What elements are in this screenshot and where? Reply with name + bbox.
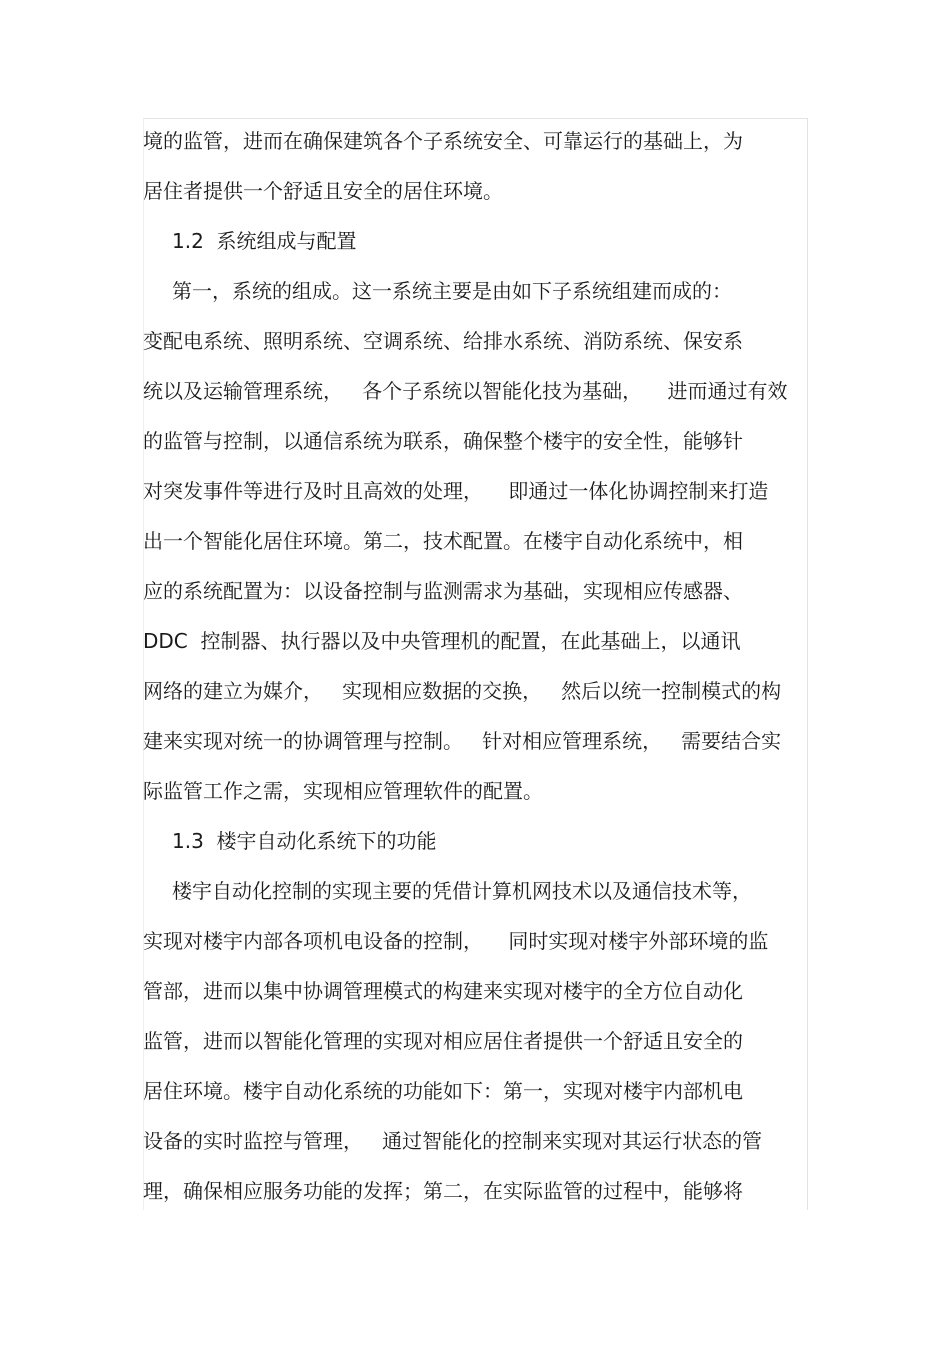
text-line: 建来实现对统一的协调管理与控制。 针对相应管理系统， 需要结合实 [143, 729, 782, 753]
text-line: 际监管工作之需，实现相应管理软件的配置。 [143, 779, 543, 803]
section-heading-1-2: 1.2 系统组成与配置 [172, 229, 357, 253]
text-line: 境的监管，进而在确保建筑各个子系统安全、可靠运行的基础上，为 [143, 129, 743, 153]
text-line: 的监管与控制，以通信系统为联系，确保整个楼宇的安全性，能够针 [143, 429, 743, 453]
text-line: 网络的建立为媒介， 实现相应数据的交换， 然后以统一控制模式的构 [143, 679, 782, 703]
text-line: DDC 控制器、执行器以及中央管理机的配置，在此基础上，以通讯 [143, 629, 741, 653]
section-heading-1-3: 1.3 楼宇自动化系统下的功能 [172, 829, 437, 853]
text-line: 楼宇自动化控制的实现主要的凭借计算机网技术以及通信技术等， [172, 879, 752, 903]
text-line: 变配电系统、照明系统、空调系统、给排水系统、消防系统、保安系 [143, 329, 743, 353]
text-line: 居住者提供一个舒适且安全的居住环境。 [143, 179, 503, 203]
text-line: 实现对楼宇内部各项机电设备的控制， 同时实现对楼宇外部环境的监 [143, 929, 769, 953]
text-line: 理，确保相应服务功能的发挥；第二，在实际监管的过程中，能够将 [143, 1179, 743, 1203]
text-line: 设备的实时监控与管理， 通过智能化的控制来实现对其运行状态的管 [143, 1129, 763, 1153]
text-line: 居住环境。楼宇自动化系统的功能如下：第一，实现对楼宇内部机电 [143, 1079, 743, 1103]
text-line: 第一，系统的组成。这一系统主要是由如下子系统组建而成的： [172, 279, 732, 303]
text-line: 管部，进而以集中协调管理模式的构建来实现对楼宇的全方位自动化 [143, 979, 743, 1003]
text-line: 监管，进而以智能化管理的实现对相应居住者提供一个舒适且安全的 [143, 1029, 743, 1053]
text-line: 出一个智能化居住环境。第二，技术配置。在楼宇自动化系统中，相 [143, 529, 743, 553]
text-line: 统以及运输管理系统， 各个子系统以智能化技为基础， 进而通过有效 [143, 379, 788, 403]
text-line: 应的系统配置为：以设备控制与监测需求为基础，实现相应传感器、 [143, 579, 743, 603]
text-line: 对突发事件等进行及时且高效的处理， 即通过一体化协调控制来打造 [143, 479, 769, 503]
